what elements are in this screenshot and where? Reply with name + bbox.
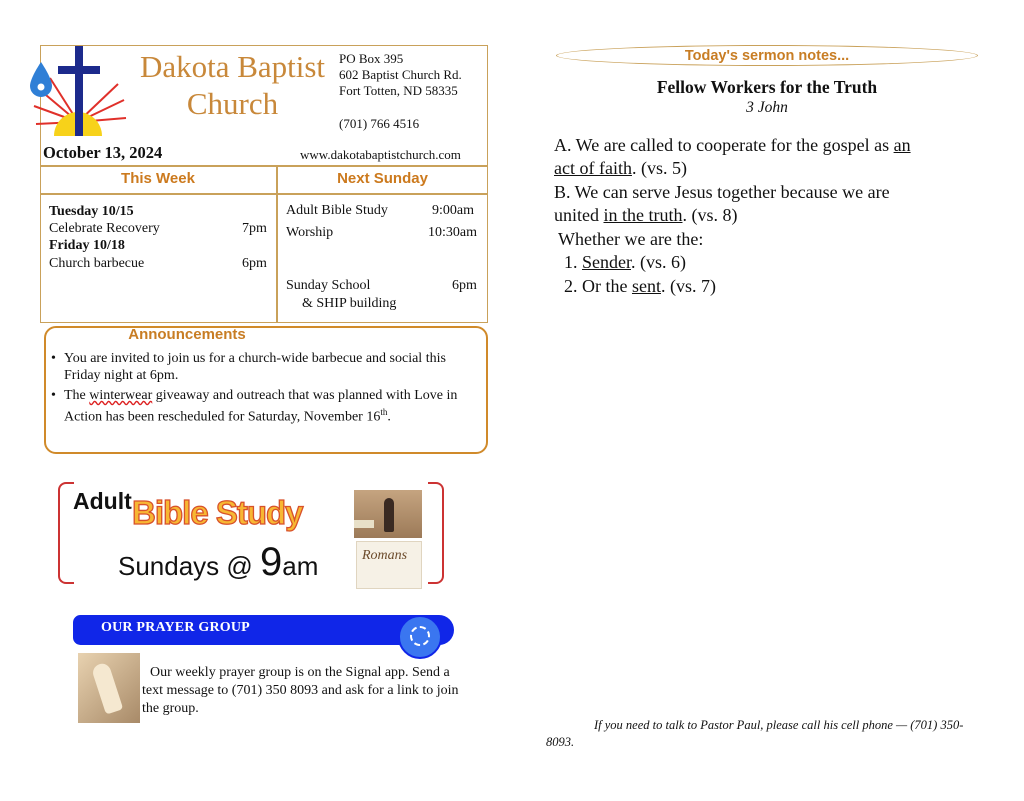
sermon-subpoint: 1. Sender. (vs. 6) [564,252,686,272]
announcement-text: You are invited to join us for a church-wide barbecue and social this Friday night at 6pm. [64,351,446,383]
this-week-heading: This Week [121,170,195,187]
bible-study-adult-label: Adult [73,488,132,514]
church-logo [28,44,132,140]
next-sunday-event: Adult Bible Study [286,203,388,218]
book-cover-image [354,490,422,538]
bible-study-frame [428,482,444,584]
announcement-text: The winterwear giveaway and outreach that was planned with Love in Action has been rescheduled for Saturday, November 16th. [64,388,458,425]
this-week-day: Friday 10/18 [49,238,125,253]
church-phone: (701) 766 4516 [339,116,420,131]
schedule-divider [40,193,488,195]
address-line: PO Box 395 [339,51,404,66]
sermon-title: Fellow Workers for the Truth [656,77,878,97]
next-sunday-time: 6pm [452,278,477,293]
this-week-time: 7pm [242,221,267,236]
bible-study-frame [58,482,74,584]
bible-study-schedule: Sundays @ 9am [118,540,319,584]
sermon-point-b: B. We can serve Jesus together because we are [554,182,890,202]
church-website-link[interactable]: www.dakotabaptistchurch.com [300,147,461,162]
sermon-subheading: Whether we are the: [558,229,704,249]
prayer-group-title: OUR PRAYER GROUP [101,620,250,635]
praying-hands-image [78,653,140,723]
sermon-notes-heading: Today's sermon notes... [684,48,850,64]
next-sunday-time: 10:30am [428,225,477,240]
address-line: Fort Totten, ND 58335 [339,83,458,98]
next-sunday-event: Worship [286,225,334,240]
sermon-subpoint: 2. Or the sent. (vs. 7) [564,276,716,296]
bullet-icon: • [51,388,56,403]
signal-app-icon [398,615,442,659]
this-week-time: 6pm [242,256,267,271]
this-week-day: Tuesday 10/15 [49,204,134,219]
next-sunday-event: Sunday School [286,278,371,293]
this-week-event: Church barbecue [49,256,145,271]
romans-book-title: Romans [362,548,408,563]
spellcheck-flagged-word: winterwear [89,388,153,403]
bullet-icon: • [51,351,56,366]
this-week-event: Celebrate Recovery [49,221,160,236]
next-sunday-heading: Next Sunday [337,170,428,187]
next-sunday-time: 9:00am [432,203,474,218]
bible-study-title: Bible Study [132,494,303,531]
sermon-reference: 3 John [746,99,788,116]
announcement-item [51,350,481,384]
schedule-divider [276,166,278,323]
pastor-contact-note: If you need to talk to Pastor Paul, please call his cell phone — (701) 350-8093. [546,718,964,749]
announcement-item [51,387,481,426]
sermon-point-b-cont: united in the truth. (vs. 8) [554,205,738,225]
next-sunday-event: & SHIP building [302,296,397,311]
church-name: Dakota Baptist Church [139,49,326,121]
announcements-heading: Announcements [128,326,246,343]
bulletin-date: October 13, 2024 [43,143,163,162]
church-address [339,51,462,99]
prayer-group-text: Our weekly prayer group is on the Signal app. Send a text message to (701) 350 8093 and ask for a link to join the group. [142,665,459,716]
address-line: 602 Baptist Church Rd. [339,67,462,82]
sermon-point-a-cont: act of faith. (vs. 5) [554,158,687,178]
sermon-point-a: A. We are called to cooperate for the gospel as an [554,135,911,155]
